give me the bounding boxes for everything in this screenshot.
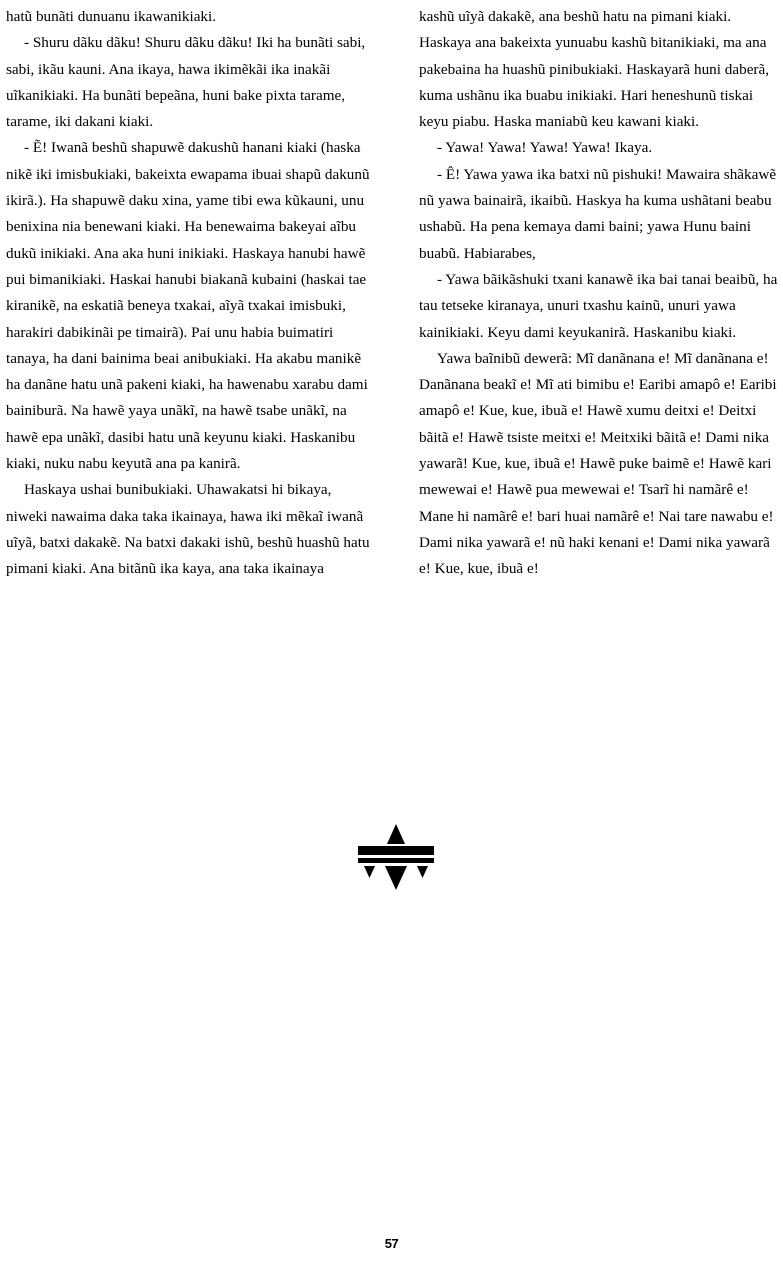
left-paragraph-2: - Shuru dãku dãku! Shuru dãku dãku! Iki ha bunãti sabi, sabi, ikãu kauni. Ana ikaya, hawa ikimẽkãi ika inakãi uĩkanikiaki. Ha bunãti bepeãna, huni bake pixta tarame, tarame, iki dakani kiaki.	[6, 34, 366, 131]
right-paragraph-2: - Yawa! Yawa! Yawa! Yawa! Ikaya.	[437, 139, 653, 157]
page-number: 57	[384, 1236, 399, 1251]
left-paragraph-1: hatũ bunãti dunuanu ikawanikiaki.	[6, 8, 217, 25]
left-paragraph-4: Haskaya ushai bunibukiaki. Uhawakatsi hi bikaya, niweki nawaima daka taka ikainaya, hawa iki mẽkaĩ iwanã uĩyã, batxi dakakẽ. Na batxi dakaki ishũ, beshũ huashũ hatu pimani kiaki. Ana bitãnũ ika kaya, ana taka ikainaya	[6, 481, 370, 578]
triangle-bars-ornament-icon	[358, 822, 434, 922]
right-paragraph-4: - Yawa bãikãshuki txani kanawẽ ika bai tanai beaibũ, ha tau tetseke kiranaya, unuri txashu kainũ, unuri yawa kainikiaki. Keyu dami keyukanirã. Haskanibu kiaki.	[419, 270, 778, 341]
left-column	[6, 4, 372, 583]
left-paragraph-3: - Ẽ! Iwanã beshũ shapuwẽ dakushũ hanani kiaki (haska nikẽ iki imisbukiaki, bakeixta ewapama ibuai shapũ dakunũ ikirã.). Ha shapuwẽ daku xina, yame tibi ewa kũkauni, unu benixina nia benewani kiaki. Ha benewaima bakeyai aĩbu dukũ inikiaki. Ana aka huni inikiaki. Haskaya hanubi hawẽ pui bimanikiaki. Haskai hanubi biakanã kubaini (haskai tae kiranikẽ, na eskatiã beneya txakai, aĩyã txakai imisbuki, harakiri dabikinãi pe timairã). Pai unu habia buimatiri tanaya, ha dani bainima beai anibukiaki. Ha akabu manikẽ ha danãne hatu unã pakeni kiaki, ha hawenabu xarabu dami bainiburã. Na hawẽ yaya unãkĩ, na hawẽ tsabe unãkĩ, na hawẽ epa unãkĩ, dasibi hatu unã keyunu kiaki. Haskanibu kiaki, nuku nabu keyutã ana pa kanirã.	[6, 139, 370, 473]
right-paragraph-1: kashũ uĩyã dakakẽ, ana beshũ hatu na pimani kiaki. Haskaya ana bakeixta yunuabu kashũ bitanikiaki, ma ana pakebaina ha huashũ pinibukiaki. Haskayarã huni daberã, kuma ushãnu ika buabu inikiaki. Hari heneshunũ tiskai keyu piabu. Haska maniabũ keu kawani kiaki.	[419, 8, 770, 131]
right-paragraph-3: - Ê! Yawa yawa ika batxi nũ pishuki! Mawaira shãkawẽ nũ yawa bainairã, ikaibũ. Haskya ha kuma ushãtani beabu ushabũ. Ha pena kemaya dami baini; yawa Hunu baini buabũ. Habiarabes,	[419, 165, 777, 262]
right-column	[419, 4, 781, 583]
right-paragraph-5: Yawa baĩnibũ dewerã: Mĩ danãnana e! Mĩ danãnana e! Danãnana beakĩ e! Mĩ ati bimibu e! Earibi amapô e! Earibi amapô e! Kue, kue, ibuã e! Hawẽ xumu deitxi e! Deitxi bãitã e! Hawẽ tsiste meitxi e! Meitxiki bãitã e! Dami nika yawarã! Kue, kue, ibuã e! Hawẽ puke baimẽ e! Hawẽ kari mewewai e! Hawẽ pua mewewai e! Tsarĩ hi namãrê e! Mane hi namãrê e! bari huai namãrê e! Nai tare nawabu e! Dami nika yawarã e! nũ haki kenani e! Dami nika yawarã e! Kue, kue, ibuã e!	[419, 349, 777, 578]
